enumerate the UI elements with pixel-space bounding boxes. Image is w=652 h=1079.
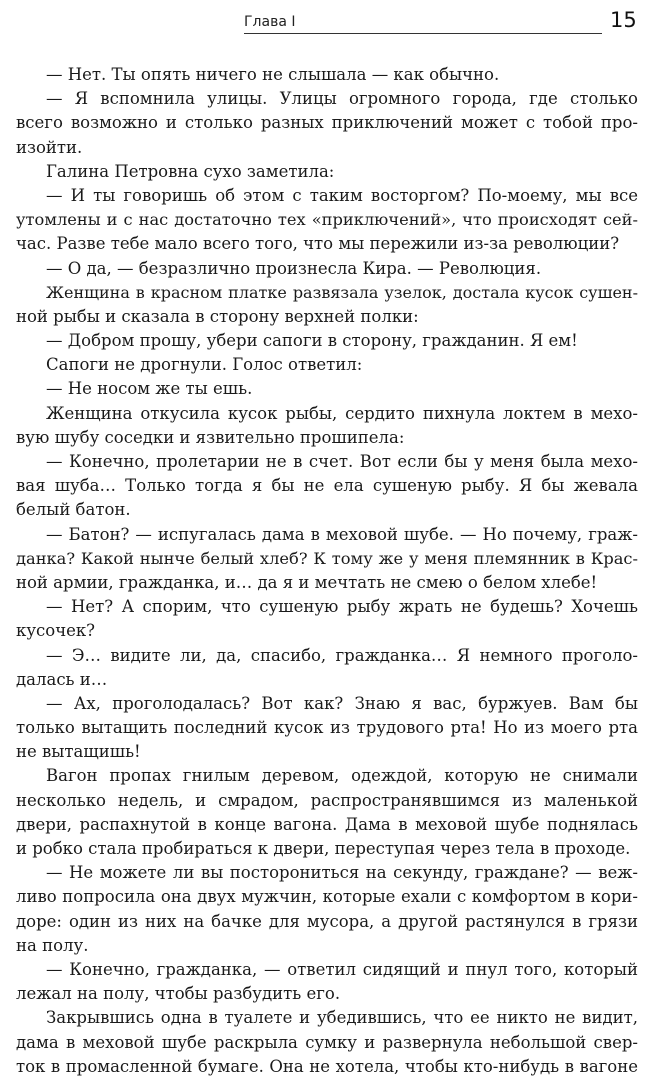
text-line: — Я вспомнила улицы. Улицы огромного города, где столько	[46, 89, 638, 109]
body-text	[16, 63, 638, 1079]
text-line: лежал на полу, чтобы разбудить его.	[16, 984, 341, 1004]
text-line: белый батон.	[16, 500, 131, 520]
text-line: дама в меховой шубе раскрыла сумку и развернула небольшой свер-	[16, 1032, 638, 1052]
text-line: изойти.	[16, 137, 83, 157]
text-line: несколько недель, и смрадом, распространявшимся из маленькой	[16, 790, 638, 810]
text-line: всего возможно и столько разных приключений может с тобой про-	[16, 113, 638, 133]
text-line: вую шубу соседки и язвительно прошипела:	[16, 427, 405, 447]
text-line: ной армии, гражданка, и… да я и мечтать не смею о белом хлебе!	[16, 572, 598, 592]
text-line: — Не носом же ты ешь.	[46, 379, 253, 399]
text-line: ной рыбы и сказала в сторону верхней полки:	[16, 306, 419, 326]
text-line: ток в промасленной бумаге. Она не хотела, чтобы кто-нибудь в вагоне	[16, 1056, 638, 1076]
text-line: Вагон пропах гнилым деревом, одеждой, которую не снимали	[46, 766, 638, 786]
text-line: — Нет. Ты опять ничего не слышала — как обычно.	[46, 65, 500, 84]
text-line: — Нет? А спорим, что сушеную рыбу жрать не будешь? Хочешь	[46, 597, 638, 617]
text-line: Закрывшись одна в туалете и убедившись, что ее никто не видит,	[46, 1008, 638, 1028]
text-line: Сапоги не дрогнули. Голос ответил:	[46, 355, 363, 375]
page-number: 15	[610, 8, 637, 32]
text-line: — Конечно, гражданка, — ответил сидящий и пнул того, который	[46, 959, 638, 979]
text-line: кусочек?	[16, 621, 96, 641]
text-line: Галина Петровна сухо заметила:	[46, 161, 335, 181]
text-line: — И ты говоришь об этом с таким восторгом? По-моему, мы все	[46, 185, 638, 205]
text-line: — Не можете ли вы посторониться на секунду, граждане? — веж-	[46, 863, 638, 883]
text-line: далась и…	[16, 669, 108, 689]
text-line: — Ах, проголодалась? Вот как? Знаю я вас, буржуев. Вам бы	[46, 693, 638, 713]
text-line: не вытащишь!	[16, 742, 141, 762]
text-line: и робко стала пробираться к двери, переступая через тела в проходе.	[16, 839, 631, 858]
text-line: — Э… видите ли, да, спасибо, гражданка… Я немного проголо-	[46, 645, 638, 665]
text-line: двери, распахнутой в конце вагона. Дама в меховой шубе поднялась	[16, 814, 638, 834]
text-line: час. Разве тебе мало всего того, что мы пережили из-за революции?	[16, 234, 620, 254]
text-line: данка? Какой нынче белый хлеб? К тому же у меня племянник в Крас-	[16, 548, 638, 568]
text-line: утомлены и с нас достаточно тех «приключений», что происходят сей-	[16, 210, 638, 230]
header-rule	[244, 33, 602, 34]
text-line: Женщина откусила кусок рыбы, сердито пихнула локтем в мехо-	[46, 403, 638, 423]
text-line: Женщина в красном платке развязала узелок, достала кусок сушен-	[46, 282, 638, 302]
text-line: — Добром прошу, убери сапоги в сторону, гражданин. Я ем!	[46, 331, 578, 351]
text-line: — О да, — безразлично произнесла Кира. — Революция.	[46, 258, 542, 278]
text-line: доре: один из них на бачке для мусора, а другой растянулся в грязи	[16, 911, 638, 931]
text-line: ливо попросила она двух мужчин, которые ехали с комфортом в кори-	[16, 887, 638, 907]
chapter-title: Глава I	[244, 14, 296, 30]
text-line: — Конечно, пролетарии не в счет. Вот если бы у меня была мехо-	[46, 452, 638, 471]
text-line: вая шуба… Только тогда я бы не ела сушеную рыбу. Я бы жевала	[16, 476, 638, 496]
text-line: — Батон? — испугалась дама в меховой шубе. — Но почему, граж-	[46, 524, 638, 544]
text-line: только вытащить последний кусок из трудового рта! Но из моего рта	[16, 718, 638, 738]
running-header	[0, 0, 652, 40]
text-line: на полу.	[16, 935, 89, 955]
